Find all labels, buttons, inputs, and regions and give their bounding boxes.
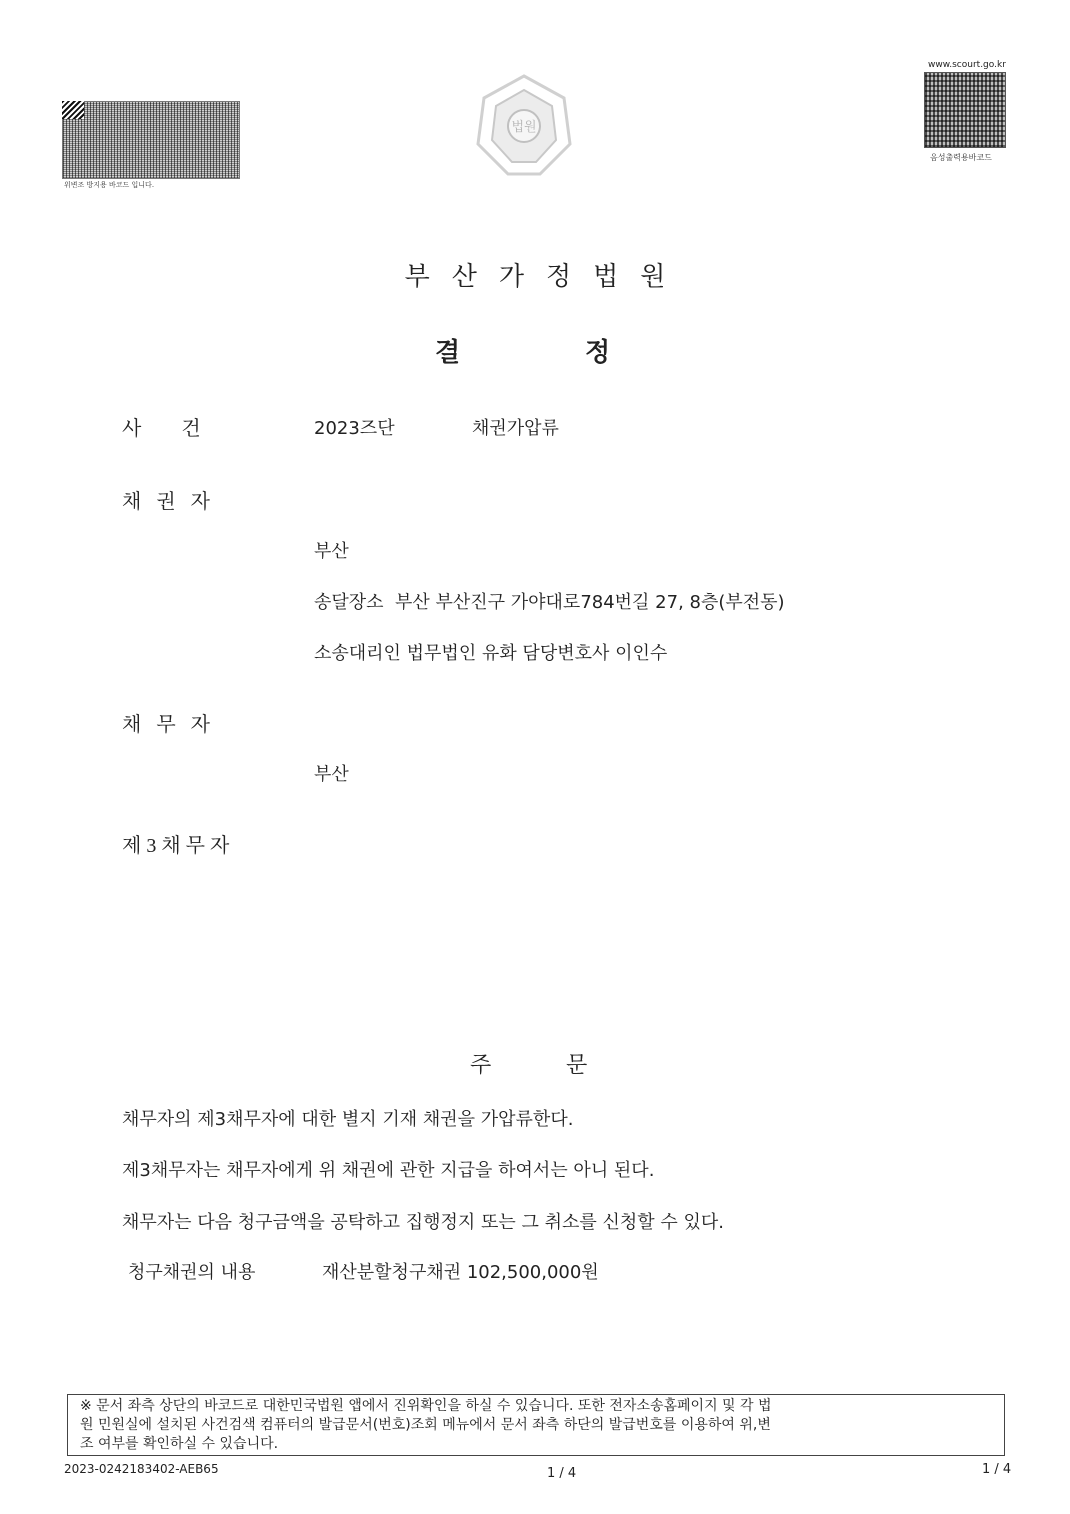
order-heading-right: 문 <box>566 1053 588 1078</box>
debtor-name: 부산 <box>314 764 349 785</box>
verification-notice <box>67 1394 1005 1456</box>
voice-output-barcode <box>924 72 1006 148</box>
third-debtor-label: 제 3 채 무 자 <box>122 835 230 857</box>
order-line-2: 제3채무자는 채무자에게 위 채권에 관한 지급을 하여서는 아니 된다. <box>122 1160 655 1181</box>
page-number-right: 1 / 4 <box>982 1462 1012 1477</box>
case-number: 2023즈단 <box>314 418 395 439</box>
voice-barcode-caption: 음성출력용바코드 <box>930 153 992 162</box>
case-label: 사 건 <box>122 418 201 440</box>
issue-number: 2023-0242183402-AEB65 <box>64 1462 219 1476</box>
case-type: 채권가압류 <box>472 418 559 439</box>
barcode-caption: 위변조 방지용 바코드 입니다. <box>64 181 155 189</box>
anti-forgery-barcode <box>62 101 240 179</box>
page-number-center: 1 / 4 <box>547 1466 577 1481</box>
doc-title-left: 결 <box>435 338 461 368</box>
order-line-1: 채무자의 제3채무자에 대한 별지 기재 채권을 가압류한다. <box>122 1109 574 1130</box>
court-seal-watermark <box>470 72 578 180</box>
court-name: 부산가정법원 <box>404 262 688 292</box>
court-url: www.scourt.go.kr <box>928 60 1006 70</box>
creditor-name: 부산 <box>314 541 349 562</box>
order-heading-left: 주 <box>470 1053 492 1078</box>
debtor-label: 채 무 자 <box>122 714 210 736</box>
creditor-service-address: 송달장소 부산 부산진구 가야대로784번길 27, 8층(부전동) <box>314 592 785 613</box>
seal-text: 법원 <box>511 120 537 135</box>
creditor-label: 채 권 자 <box>122 491 210 513</box>
doc-title-right: 정 <box>585 338 611 368</box>
claim-value: 재산분할청구채권 102,500,000원 <box>322 1262 599 1283</box>
notice-line-3: 조 여부를 확인하실 수 있습니다. <box>80 1436 279 1452</box>
notice-line-2: 원 민원실에 설치된 사건검색 컴퓨터의 발급문서(번호)조회 메뉴에서 문서 좌측 하단의 발급번호를 이용하여 위,변 <box>80 1417 771 1433</box>
order-line-3: 채무자는 다음 청구금액을 공탁하고 집행정지 또는 그 취소를 신청할 수 있다. <box>122 1212 724 1233</box>
notice-line-1: ※ 문서 좌측 상단의 바코드로 대한민국법원 앱에서 진위확인을 하실 수 있습니다. 또한 전자소송홈페이지 및 각 법 <box>80 1398 772 1414</box>
claim-label: 청구채권의 내용 <box>128 1262 256 1283</box>
creditor-agent: 소송대리인 법무법인 유화 담당변호사 이인수 <box>314 643 668 664</box>
barcode-corner-mark <box>62 101 84 119</box>
